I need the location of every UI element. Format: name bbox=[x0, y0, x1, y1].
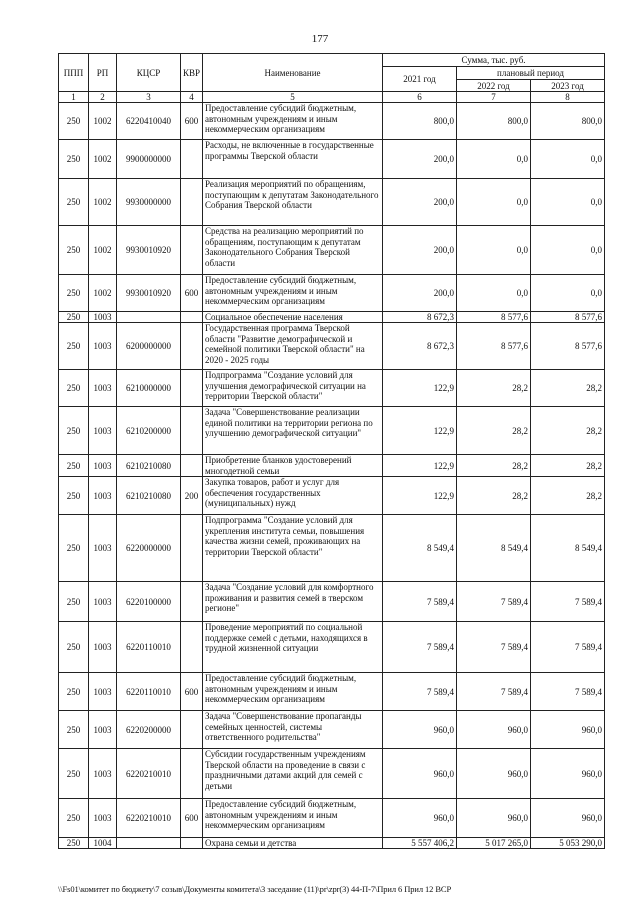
table-row bbox=[59, 711, 605, 749]
cell-sum-2023: 0,0 bbox=[531, 179, 605, 226]
cell-kcsr: 9930010920 bbox=[117, 275, 181, 312]
cell-sum-2021: 122,9 bbox=[383, 477, 457, 515]
cell-sum-2021: 200,0 bbox=[383, 226, 457, 275]
cell-kcsr: 6210200000 bbox=[117, 407, 181, 455]
cell-kvr: 600 bbox=[181, 673, 203, 711]
cell-sum-2023: 8 577,6 bbox=[531, 323, 605, 370]
cell-kcsr: 9900000000 bbox=[117, 140, 181, 179]
header-kvr: КВР bbox=[181, 54, 203, 92]
cell-name: Субсидии государственным учреждениям Тверской области на проведение в связи с праздничными датами акций для семей с детьми bbox=[203, 749, 383, 799]
table-row bbox=[59, 140, 605, 179]
cell-sum-2021: 122,9 bbox=[383, 370, 457, 407]
cell-kcsr: 6220000000 bbox=[117, 515, 181, 582]
footer-path: \\Fs01\комитет по бюджету\7 созыв\Документы комитета\3 заседание (11)\pr\zpr(3) 44-П-7\Прил 6 Прил 12 ВСР bbox=[58, 884, 452, 894]
cell-kcsr: 6220110010 bbox=[117, 622, 181, 673]
cell-kvr bbox=[181, 312, 203, 323]
table-row bbox=[59, 477, 605, 515]
table-row bbox=[59, 275, 605, 312]
header-ppp: ППП bbox=[59, 54, 89, 92]
cell-ppp: 250 bbox=[59, 312, 89, 323]
cell-ppp: 250 bbox=[59, 455, 89, 477]
cell-sum-2023: 960,0 bbox=[531, 799, 605, 838]
cell-ppp: 250 bbox=[59, 323, 89, 370]
cell-sum-2021: 122,9 bbox=[383, 455, 457, 477]
cell-sum-2023: 28,2 bbox=[531, 370, 605, 407]
cell-name: Средства на реализацию мероприятий по обращениям, поступающим к депутатам Законодательного Собрания Тверской области bbox=[203, 226, 383, 275]
cell-ppp: 250 bbox=[59, 103, 89, 140]
budget-table bbox=[58, 53, 605, 849]
header-rp: РП bbox=[89, 54, 117, 92]
cell-sum-2022: 960,0 bbox=[457, 749, 531, 799]
cell-kvr bbox=[181, 838, 203, 849]
cell-rp: 1002 bbox=[89, 226, 117, 275]
cell-sum-2023: 800,0 bbox=[531, 103, 605, 140]
cell-ppp: 250 bbox=[59, 749, 89, 799]
cell-kcsr: 6220110010 bbox=[117, 673, 181, 711]
cell-kcsr: 6220210010 bbox=[117, 749, 181, 799]
cell-sum-2023: 7 589,4 bbox=[531, 582, 605, 622]
cell-ppp: 250 bbox=[59, 407, 89, 455]
cell-sum-2023: 28,2 bbox=[531, 455, 605, 477]
cell-sum-2022: 800,0 bbox=[457, 103, 531, 140]
cell-sum-2022: 960,0 bbox=[457, 711, 531, 749]
cell-sum-2021: 960,0 bbox=[383, 711, 457, 749]
table-row bbox=[59, 179, 605, 226]
header-name: Наименование bbox=[203, 54, 383, 92]
cell-rp: 1003 bbox=[89, 749, 117, 799]
header-2022: 2022 год bbox=[457, 80, 531, 92]
cell-name: Закупка товаров, работ и услуг для обеспечения государственных (муниципальных) нужд bbox=[203, 477, 383, 515]
cell-sum-2023: 8 549,4 bbox=[531, 515, 605, 582]
cell-sum-2022: 0,0 bbox=[457, 179, 531, 226]
cell-name: Предоставление субсидий бюджетным, автономным учреждениям и иным некоммерческим организациям bbox=[203, 103, 383, 140]
cell-kcsr: 6220100000 bbox=[117, 582, 181, 622]
cell-name: Подпрограмма "Создание условий для улучшения демографической ситуации на территории Тверской области" bbox=[203, 370, 383, 407]
cell-rp: 1003 bbox=[89, 711, 117, 749]
cell-sum-2021: 800,0 bbox=[383, 103, 457, 140]
cell-kcsr: 6220410040 bbox=[117, 103, 181, 140]
cell-kcsr bbox=[117, 838, 181, 849]
table-row bbox=[59, 226, 605, 275]
cell-rp: 1003 bbox=[89, 673, 117, 711]
cell-rp: 1003 bbox=[89, 370, 117, 407]
cell-sum-2023: 28,2 bbox=[531, 477, 605, 515]
cell-kcsr: 9930010920 bbox=[117, 226, 181, 275]
cell-rp: 1003 bbox=[89, 455, 117, 477]
cell-kvr bbox=[181, 140, 203, 179]
column-number: 8 bbox=[531, 92, 605, 103]
cell-kvr bbox=[181, 226, 203, 275]
cell-sum-2021: 122,9 bbox=[383, 407, 457, 455]
cell-sum-2023: 960,0 bbox=[531, 749, 605, 799]
cell-name: Подпрограмма "Создание условий для укрепления института семьи, повышения качества жизни семей, проживающих на территории Тверской области" bbox=[203, 515, 383, 582]
cell-sum-2021: 200,0 bbox=[383, 275, 457, 312]
cell-ppp: 250 bbox=[59, 711, 89, 749]
table-row bbox=[59, 515, 605, 582]
table-row bbox=[59, 370, 605, 407]
cell-rp: 1003 bbox=[89, 799, 117, 838]
cell-sum-2021: 960,0 bbox=[383, 799, 457, 838]
cell-sum-2021: 960,0 bbox=[383, 749, 457, 799]
cell-sum-2022: 28,2 bbox=[457, 477, 531, 515]
cell-ppp: 250 bbox=[59, 179, 89, 226]
table-row bbox=[59, 799, 605, 838]
cell-ppp: 250 bbox=[59, 515, 89, 582]
cell-sum-2021: 7 589,4 bbox=[383, 622, 457, 673]
cell-sum-2022: 5 017 265,0 bbox=[457, 838, 531, 849]
cell-kvr bbox=[181, 323, 203, 370]
column-number: 7 bbox=[457, 92, 531, 103]
cell-sum-2022: 8 577,6 bbox=[457, 323, 531, 370]
cell-name: Предоставление субсидий бюджетным, автономным учреждениям и иным некоммерческим организациям bbox=[203, 673, 383, 711]
cell-name: Приобретение бланков удостоверений многодетной семьи bbox=[203, 455, 383, 477]
cell-sum-2023: 960,0 bbox=[531, 711, 605, 749]
cell-rp: 1003 bbox=[89, 582, 117, 622]
cell-rp: 1003 bbox=[89, 477, 117, 515]
cell-sum-2023: 0,0 bbox=[531, 140, 605, 179]
header-planned: плановый период bbox=[457, 67, 605, 80]
cell-name: Государственная программа Тверской области "Развитие демографической и семейной политики Тверской области" на 2020 - 2025 годы bbox=[203, 323, 383, 370]
cell-kvr bbox=[181, 407, 203, 455]
cell-ppp: 250 bbox=[59, 275, 89, 312]
cell-sum-2023: 8 577,6 bbox=[531, 312, 605, 323]
cell-sum-2023: 0,0 bbox=[531, 226, 605, 275]
cell-ppp: 250 bbox=[59, 622, 89, 673]
column-number: 1 bbox=[59, 92, 89, 103]
cell-sum-2021: 8 549,4 bbox=[383, 515, 457, 582]
cell-name: Предоставление субсидий бюджетным, автономным учреждениям и иным некоммерческим организациям bbox=[203, 799, 383, 838]
cell-kcsr: 9930000000 bbox=[117, 179, 181, 226]
column-number: 3 bbox=[117, 92, 181, 103]
cell-kvr: 600 bbox=[181, 799, 203, 838]
cell-kvr bbox=[181, 515, 203, 582]
cell-ppp: 250 bbox=[59, 673, 89, 711]
cell-name: Предоставление субсидий бюджетным, автономным учреждениям и иным некоммерческим организациям bbox=[203, 275, 383, 312]
cell-ppp: 250 bbox=[59, 140, 89, 179]
cell-rp: 1002 bbox=[89, 179, 117, 226]
cell-sum-2022: 8 549,4 bbox=[457, 515, 531, 582]
cell-kcsr: 6220210010 bbox=[117, 799, 181, 838]
header-2023: 2023 год bbox=[531, 80, 605, 92]
header-sum: Сумма, тыс. руб. bbox=[383, 54, 605, 67]
cell-kvr bbox=[181, 711, 203, 749]
cell-kvr bbox=[181, 749, 203, 799]
cell-kvr bbox=[181, 370, 203, 407]
cell-sum-2022: 0,0 bbox=[457, 140, 531, 179]
cell-sum-2022: 28,2 bbox=[457, 455, 531, 477]
cell-sum-2023: 5 053 290,0 bbox=[531, 838, 605, 849]
cell-kcsr: 6210000000 bbox=[117, 370, 181, 407]
column-number: 4 bbox=[181, 92, 203, 103]
column-number: 5 bbox=[203, 92, 383, 103]
cell-sum-2021: 8 672,3 bbox=[383, 312, 457, 323]
cell-rp: 1003 bbox=[89, 323, 117, 370]
cell-sum-2022: 7 589,4 bbox=[457, 673, 531, 711]
cell-name: Социальное обеспечение населения bbox=[203, 312, 383, 323]
cell-sum-2021: 200,0 bbox=[383, 179, 457, 226]
cell-sum-2023: 7 589,4 bbox=[531, 673, 605, 711]
cell-sum-2022: 7 589,4 bbox=[457, 622, 531, 673]
cell-sum-2022: 7 589,4 bbox=[457, 582, 531, 622]
cell-rp: 1003 bbox=[89, 312, 117, 323]
cell-sum-2022: 0,0 bbox=[457, 226, 531, 275]
column-number-row bbox=[59, 92, 605, 103]
cell-rp: 1003 bbox=[89, 515, 117, 582]
cell-kvr bbox=[181, 622, 203, 673]
cell-name: Задача "Совершенствование пропаганды семейных ценностей, системы ответственного родительства" bbox=[203, 711, 383, 749]
column-number: 2 bbox=[89, 92, 117, 103]
cell-name: Проведение мероприятий по социальной поддержке семей с детьми, находящихся в трудной жизненной ситуации bbox=[203, 622, 383, 673]
cell-sum-2023: 28,2 bbox=[531, 407, 605, 455]
cell-kcsr: 6210210080 bbox=[117, 477, 181, 515]
table-row bbox=[59, 455, 605, 477]
cell-sum-2022: 0,0 bbox=[457, 275, 531, 312]
cell-rp: 1003 bbox=[89, 622, 117, 673]
cell-kcsr: 6210210080 bbox=[117, 455, 181, 477]
header-2021: 2021 год bbox=[383, 67, 457, 92]
header-kcsr: КЦСР bbox=[117, 54, 181, 92]
cell-sum-2023: 0,0 bbox=[531, 275, 605, 312]
cell-name: Задача "Совершенствование реализации единой политики на территории региона по улучшению демографической ситуации" bbox=[203, 407, 383, 455]
table-row bbox=[59, 407, 605, 455]
cell-sum-2022: 8 577,6 bbox=[457, 312, 531, 323]
table-row bbox=[59, 749, 605, 799]
cell-sum-2021: 7 589,4 bbox=[383, 582, 457, 622]
cell-sum-2022: 28,2 bbox=[457, 407, 531, 455]
table-header bbox=[59, 54, 605, 103]
cell-name: Реализация мероприятий по обращениям, поступающим к депутатам Законодательного Собрания Тверской области bbox=[203, 179, 383, 226]
cell-ppp: 250 bbox=[59, 582, 89, 622]
cell-rp: 1004 bbox=[89, 838, 117, 849]
cell-sum-2021: 7 589,4 bbox=[383, 673, 457, 711]
cell-rp: 1002 bbox=[89, 275, 117, 312]
table-row bbox=[59, 582, 605, 622]
cell-rp: 1002 bbox=[89, 103, 117, 140]
cell-sum-2021: 200,0 bbox=[383, 140, 457, 179]
table-row bbox=[59, 103, 605, 140]
table-body bbox=[59, 103, 605, 849]
cell-name: Расходы, не включенные в государственные программы Тверской области bbox=[203, 140, 383, 179]
cell-rp: 1002 bbox=[89, 140, 117, 179]
table-row bbox=[59, 312, 605, 323]
cell-kvr bbox=[181, 582, 203, 622]
page-number: 177 bbox=[311, 33, 329, 45]
column-number: 6 bbox=[383, 92, 457, 103]
cell-rp: 1003 bbox=[89, 407, 117, 455]
cell-ppp: 250 bbox=[59, 370, 89, 407]
cell-sum-2022: 960,0 bbox=[457, 799, 531, 838]
cell-ppp: 250 bbox=[59, 477, 89, 515]
table-row bbox=[59, 838, 605, 849]
cell-name: Задача "Создание условий для комфортного проживания и развития семей в тверском регионе" bbox=[203, 582, 383, 622]
cell-kvr bbox=[181, 455, 203, 477]
cell-name: Охрана семьи и детства bbox=[203, 838, 383, 849]
table-row bbox=[59, 323, 605, 370]
cell-kvr: 600 bbox=[181, 275, 203, 312]
table-row bbox=[59, 622, 605, 673]
cell-kcsr: 6220200000 bbox=[117, 711, 181, 749]
cell-ppp: 250 bbox=[59, 799, 89, 838]
cell-sum-2023: 7 589,4 bbox=[531, 622, 605, 673]
cell-kcsr bbox=[117, 312, 181, 323]
cell-kvr: 600 bbox=[181, 103, 203, 140]
cell-kvr bbox=[181, 179, 203, 226]
table-row bbox=[59, 673, 605, 711]
cell-kvr: 200 bbox=[181, 477, 203, 515]
cell-sum-2021: 5 557 406,2 bbox=[383, 838, 457, 849]
cell-sum-2021: 8 672,3 bbox=[383, 323, 457, 370]
cell-ppp: 250 bbox=[59, 226, 89, 275]
cell-ppp: 250 bbox=[59, 838, 89, 849]
cell-kcsr: 6200000000 bbox=[117, 323, 181, 370]
cell-sum-2022: 28,2 bbox=[457, 370, 531, 407]
